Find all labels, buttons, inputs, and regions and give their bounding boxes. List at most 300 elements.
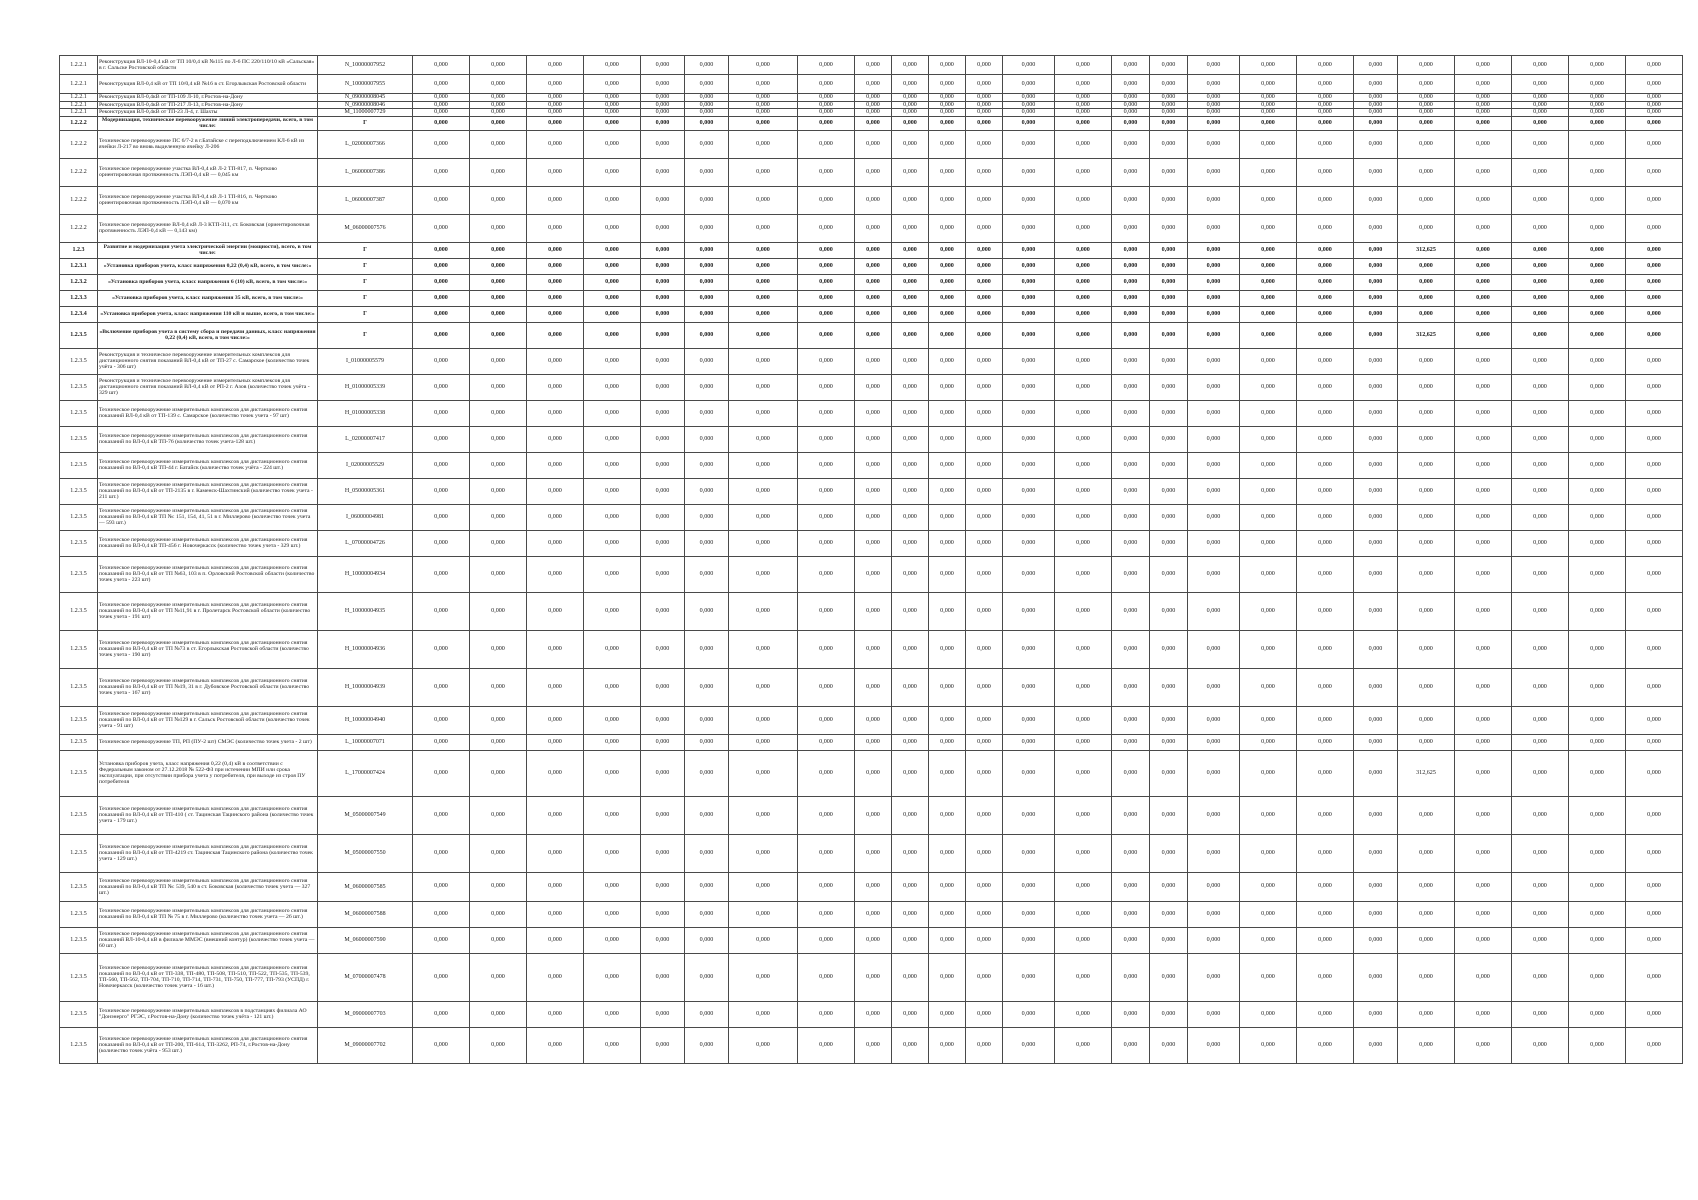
value-cell: 0,000 bbox=[527, 630, 584, 668]
value-cell: 0,000 bbox=[1240, 630, 1297, 668]
value-cell: 0,000 bbox=[1455, 274, 1512, 290]
value-cell: 0,000 bbox=[1055, 706, 1112, 734]
row-name-cell: Реконструкция ВЛ-10-0,4 кВ от ТП 10/0,4 кВ №115 по Л-6 ПС 220/110/10 кВ «Сальская» в г. Сальске Ростовской области bbox=[98, 56, 318, 75]
value-cell: 0,000 bbox=[527, 374, 584, 400]
value-cell: 0,000 bbox=[1512, 452, 1569, 478]
value-cell: 0,000 bbox=[470, 94, 527, 102]
value-cell: 0,000 bbox=[1626, 901, 1683, 927]
table-row bbox=[60, 592, 1698, 630]
value-cell: 0,000 bbox=[1569, 130, 1626, 158]
value-cell: 0,000 bbox=[1626, 706, 1683, 734]
value-cell: 0,000 bbox=[729, 214, 798, 242]
value-cell: 0,000 bbox=[470, 214, 527, 242]
value-cell: 0,000 bbox=[1188, 101, 1240, 109]
value-cell: 0,000 bbox=[892, 274, 929, 290]
value-cell: 0,000 bbox=[1003, 290, 1055, 306]
value-cell: 0,000 bbox=[470, 668, 527, 706]
row-name-cell: Техническое перевооружение измерительных комплексов для дистанционного снятия показаний по ВЛ-0,4 кВ от ТП-4219 ст. Тацинская Тацинского района (количество точек учета - 129 шт.) bbox=[98, 834, 318, 872]
row-code-cell: 1.2.3.5 bbox=[60, 530, 98, 556]
value-cell: 0,000 bbox=[1188, 478, 1240, 504]
value-cell: 0,000 bbox=[966, 258, 1003, 274]
value-cell: 0,000 bbox=[527, 75, 584, 94]
value-cell: 0,000 bbox=[1003, 750, 1055, 796]
row-name-cell: Модернизация, техническое перевооружение линий электропередачи, всего, в том числе: bbox=[98, 116, 318, 130]
value-cell: 0,000 bbox=[1569, 734, 1626, 750]
value-cell: 0,000 bbox=[1354, 290, 1398, 306]
value-cell: 0,000 bbox=[1003, 306, 1055, 322]
value-cell: 0,000 bbox=[798, 901, 855, 927]
value-cell: 0,000 bbox=[1398, 706, 1455, 734]
value-cell: 0,000 bbox=[1150, 706, 1188, 734]
value-cell: 0,000 bbox=[1626, 834, 1683, 872]
value-cell: 0,000 bbox=[929, 322, 966, 348]
value-cell: 0,000 bbox=[1354, 953, 1398, 1001]
value-cell: 0,000 bbox=[1150, 750, 1188, 796]
row-identifier-cell: M_09000007703 bbox=[318, 1001, 413, 1027]
value-cell: 0,000 bbox=[641, 1027, 685, 1063]
value-cell: 0,000 bbox=[470, 478, 527, 504]
value-cell: 0,000 bbox=[527, 901, 584, 927]
value-cell: 0,000 bbox=[892, 927, 929, 953]
value-cell: 0,000 bbox=[1626, 348, 1683, 374]
value-cell: 0,000 bbox=[1569, 872, 1626, 901]
value-cell: 0,000 bbox=[584, 901, 641, 927]
value-cell: 0,000 bbox=[413, 116, 470, 130]
row-identifier-cell: H_10000004935 bbox=[318, 592, 413, 630]
value-cell: 0,000 bbox=[1188, 109, 1240, 117]
value-cell: 0,000 bbox=[641, 242, 685, 258]
value-cell: 0,000 bbox=[685, 750, 729, 796]
value-cell: 0,000 bbox=[892, 630, 929, 668]
value-cell: 0,000 bbox=[1240, 953, 1297, 1001]
value-cell: 0,000 bbox=[1240, 109, 1297, 117]
value-cell: 0,000 bbox=[1003, 109, 1055, 117]
value-cell: 0,000 bbox=[1003, 630, 1055, 668]
value-cell: 0,000 bbox=[1297, 426, 1354, 452]
value-cell: 0,000 bbox=[1003, 214, 1055, 242]
value-cell: 0,000 bbox=[584, 478, 641, 504]
value-cell: 0,000 bbox=[1626, 630, 1683, 668]
value-cell: 0,000 bbox=[1455, 130, 1512, 158]
value-cell: 0,000 bbox=[966, 834, 1003, 872]
value-cell: 0,000 bbox=[685, 290, 729, 306]
value-cell: 0,000 bbox=[1569, 374, 1626, 400]
value-cell: 0,000 bbox=[1297, 116, 1354, 130]
value-cell: 0,000 bbox=[892, 130, 929, 158]
value-cell: 0,000 bbox=[729, 504, 798, 530]
value-cell: 0,000 bbox=[1055, 953, 1112, 1001]
value-cell: 0,000 bbox=[1150, 452, 1188, 478]
row-code-cell: 1.2.3.5 bbox=[60, 927, 98, 953]
value-cell: 0,000 bbox=[1398, 1027, 1455, 1063]
value-cell: 0,000 bbox=[584, 158, 641, 186]
value-cell: 0,000 bbox=[966, 214, 1003, 242]
value-cell: 0,000 bbox=[1512, 130, 1569, 158]
value-cell: 0,000 bbox=[1188, 130, 1240, 158]
table-row bbox=[60, 214, 1698, 242]
value-cell: 0,000 bbox=[527, 426, 584, 452]
value-cell: 0,000 bbox=[1398, 306, 1455, 322]
value-cell: 0,000 bbox=[685, 400, 729, 426]
table-row bbox=[60, 116, 1698, 130]
value-cell: 0,000 bbox=[1512, 901, 1569, 927]
value-cell: 0,000 bbox=[685, 426, 729, 452]
value-cell: 0,000 bbox=[855, 796, 892, 834]
table-row bbox=[60, 75, 1698, 94]
row-identifier-cell: Г bbox=[318, 242, 413, 258]
value-cell: 0,000 bbox=[1398, 834, 1455, 872]
value-cell: 0,000 bbox=[584, 242, 641, 258]
value-cell: 0,000 bbox=[1188, 242, 1240, 258]
value-cell: 0,000 bbox=[1512, 734, 1569, 750]
value-cell: 0,000 bbox=[1240, 130, 1297, 158]
value-cell: 0,000 bbox=[413, 374, 470, 400]
value-cell: 0,000 bbox=[413, 56, 470, 75]
value-cell: 0,000 bbox=[1626, 452, 1683, 478]
value-cell: 0,000 bbox=[1003, 56, 1055, 75]
value-cell: 0,000 bbox=[1188, 186, 1240, 214]
row-identifier-cell: I_06000004981 bbox=[318, 504, 413, 530]
value-cell: 0,000 bbox=[1398, 478, 1455, 504]
value-cell: 0,000 bbox=[798, 130, 855, 158]
value-cell: 0,000 bbox=[1297, 668, 1354, 706]
row-code-cell: 1.2.3.5 bbox=[60, 750, 98, 796]
value-cell: 0,000 bbox=[584, 214, 641, 242]
row-identifier-cell: L_02000007366 bbox=[318, 130, 413, 158]
value-cell: 0,000 bbox=[413, 290, 470, 306]
value-cell: 0,000 bbox=[1150, 872, 1188, 901]
value-cell: 0,000 bbox=[1297, 556, 1354, 592]
row-identifier-cell: M_05000007549 bbox=[318, 796, 413, 834]
value-cell: 0,000 bbox=[1003, 796, 1055, 834]
value-cell: 0,000 bbox=[470, 186, 527, 214]
value-cell: 0,000 bbox=[1455, 504, 1512, 530]
value-cell: 0,000 bbox=[1354, 426, 1398, 452]
value-cell: 0,000 bbox=[470, 426, 527, 452]
value-cell: 0,000 bbox=[1297, 452, 1354, 478]
value-cell: 0,000 bbox=[641, 530, 685, 556]
value-cell: 0,000 bbox=[641, 927, 685, 953]
value-cell: 0,000 bbox=[1626, 158, 1683, 186]
row-name-cell: Техническое перевооружение участка ВЛ-0,4 кВ Л-1 ТП-816, п. Чертково ориентировочная протяженность ЛЭП-0,4 кВ — 0,070 км bbox=[98, 186, 318, 214]
value-cell: 0,000 bbox=[1512, 1001, 1569, 1027]
value-cell: 0,000 bbox=[1150, 901, 1188, 927]
value-cell: 0,000 bbox=[729, 400, 798, 426]
value-cell: 0,000 bbox=[1003, 426, 1055, 452]
value-cell: 0,000 bbox=[855, 592, 892, 630]
value-cell: 0,000 bbox=[892, 504, 929, 530]
value-cell: 0,000 bbox=[1188, 630, 1240, 668]
value-cell: 0,000 bbox=[685, 186, 729, 214]
table-row bbox=[60, 556, 1698, 592]
value-cell: 0,000 bbox=[855, 374, 892, 400]
value-cell: 0,000 bbox=[1003, 872, 1055, 901]
value-cell: 0,000 bbox=[1512, 796, 1569, 834]
value-cell: 0,000 bbox=[470, 400, 527, 426]
value-cell: 0,000 bbox=[1112, 101, 1150, 109]
value-cell: 0,000 bbox=[685, 592, 729, 630]
value-cell: 0,000 bbox=[892, 56, 929, 75]
value-cell: 0,000 bbox=[1240, 158, 1297, 186]
value-cell: 0,000 bbox=[1354, 796, 1398, 834]
value-cell: 0,000 bbox=[1354, 75, 1398, 94]
row-code-cell: 1.2.3.5 bbox=[60, 374, 98, 400]
value-cell: 0,000 bbox=[413, 109, 470, 117]
value-cell: 0,000 bbox=[1150, 400, 1188, 426]
value-cell: 0,000 bbox=[1398, 556, 1455, 592]
value-cell: 0,000 bbox=[798, 796, 855, 834]
value-cell: 0,000 bbox=[1512, 348, 1569, 374]
value-cell: 0,000 bbox=[1626, 374, 1683, 400]
table-row bbox=[60, 706, 1698, 734]
value-cell: 0,000 bbox=[1398, 56, 1455, 75]
value-cell: 0,000 bbox=[1569, 706, 1626, 734]
value-cell: 0,000 bbox=[470, 306, 527, 322]
value-cell: 0,000 bbox=[1354, 927, 1398, 953]
value-cell: 0,000 bbox=[798, 750, 855, 796]
value-cell: 0,000 bbox=[1455, 242, 1512, 258]
value-cell: 0,000 bbox=[685, 872, 729, 901]
value-cell: 0,000 bbox=[685, 348, 729, 374]
value-cell: 0,000 bbox=[892, 101, 929, 109]
value-cell: 0,000 bbox=[527, 530, 584, 556]
value-cell: 0,000 bbox=[1569, 592, 1626, 630]
value-cell: 0,000 bbox=[1297, 348, 1354, 374]
value-cell: 0,000 bbox=[729, 348, 798, 374]
value-cell: 0,000 bbox=[798, 109, 855, 117]
value-cell: 0,000 bbox=[1398, 109, 1455, 117]
value-cell: 0,000 bbox=[1112, 1027, 1150, 1063]
value-cell: 0,000 bbox=[685, 274, 729, 290]
value-cell: 0,000 bbox=[1240, 592, 1297, 630]
value-cell: 0,000 bbox=[470, 556, 527, 592]
value-cell: 0,000 bbox=[1512, 556, 1569, 592]
value-cell: 0,000 bbox=[584, 927, 641, 953]
value-cell: 0,000 bbox=[892, 306, 929, 322]
row-name-cell: Техническое перевооружение измерительных комплексов для дистанционного снятия показаний по ВЛ-0,4 кВ ТП № 75 в г. Миллерово (количество точек учета — 26 шт.) bbox=[98, 901, 318, 927]
value-cell: 0,000 bbox=[685, 130, 729, 158]
value-cell: 0,000 bbox=[685, 556, 729, 592]
value-cell: 0,000 bbox=[1354, 56, 1398, 75]
value-cell: 0,000 bbox=[966, 242, 1003, 258]
value-cell: 0,000 bbox=[1455, 348, 1512, 374]
value-cell: 0,000 bbox=[1150, 348, 1188, 374]
value-cell: 0,000 bbox=[855, 400, 892, 426]
value-cell: 0,000 bbox=[929, 348, 966, 374]
value-cell: 0,000 bbox=[413, 953, 470, 1001]
value-cell: 0,000 bbox=[855, 734, 892, 750]
value-cell: 0,000 bbox=[855, 158, 892, 186]
value-cell: 0,000 bbox=[1512, 306, 1569, 322]
value-cell: 0,000 bbox=[413, 478, 470, 504]
value-cell: 0,000 bbox=[413, 348, 470, 374]
value-cell: 0,000 bbox=[855, 556, 892, 592]
value-cell: 0,000 bbox=[1240, 214, 1297, 242]
row-name-cell: Техническое перевооружение измерительных комплексов для дистанционного снятия показаний по ВЛ-0,4 кВ от ТП-410 ( ст. Тацинская Тацинского района (количество точек учета - 179 шт.) bbox=[98, 796, 318, 834]
value-cell: 0,000 bbox=[1569, 290, 1626, 306]
value-cell: 0,000 bbox=[966, 630, 1003, 668]
value-cell: 0,000 bbox=[1297, 872, 1354, 901]
value-cell: 0,000 bbox=[641, 556, 685, 592]
value-cell: 0,000 bbox=[1512, 214, 1569, 242]
value-cell: 0,000 bbox=[685, 478, 729, 504]
value-cell: 0,000 bbox=[798, 94, 855, 102]
table-row bbox=[60, 186, 1698, 214]
value-cell: 0,000 bbox=[1055, 158, 1112, 186]
table-row bbox=[60, 734, 1698, 750]
value-cell: 0,000 bbox=[1055, 834, 1112, 872]
value-cell: 0,000 bbox=[1150, 116, 1188, 130]
value-cell: 0,000 bbox=[1455, 258, 1512, 274]
value-cell: 0,000 bbox=[892, 348, 929, 374]
value-cell: 0,000 bbox=[1297, 530, 1354, 556]
value-cell: 0,000 bbox=[685, 630, 729, 668]
row-name-cell: Реконструкция и техническое перевооружение измерительных комплексов для дистанционного снятия показаний ВЛ-0,4 кВ от ТП-27 с. Самарское (количество точек учёта - 306 шт) bbox=[98, 348, 318, 374]
value-cell: 0,000 bbox=[1626, 872, 1683, 901]
value-cell: 0,000 bbox=[798, 478, 855, 504]
value-cell: 0,000 bbox=[1398, 348, 1455, 374]
row-name-cell: Техническое перевооружение измерительных комплексов для дистанционного снятия показаний ВЛ-0,4 кВ от ТП-139 с. Самарское (количество точек учета - 97 шт) bbox=[98, 400, 318, 426]
value-cell: 0,000 bbox=[1512, 56, 1569, 75]
row-identifier-cell: L_07000004726 bbox=[318, 530, 413, 556]
table-row bbox=[60, 258, 1698, 274]
value-cell: 0,000 bbox=[641, 504, 685, 530]
value-cell: 0,000 bbox=[855, 452, 892, 478]
value-cell: 0,000 bbox=[413, 750, 470, 796]
value-cell: 0,000 bbox=[641, 290, 685, 306]
value-cell: 0,000 bbox=[929, 901, 966, 927]
value-cell: 0,000 bbox=[413, 927, 470, 953]
value-cell: 0,000 bbox=[584, 258, 641, 274]
value-cell: 0,000 bbox=[1569, 94, 1626, 102]
value-cell: 0,000 bbox=[1297, 1001, 1354, 1027]
value-cell: 0,000 bbox=[929, 796, 966, 834]
value-cell: 0,000 bbox=[1055, 592, 1112, 630]
value-cell: 0,000 bbox=[1188, 158, 1240, 186]
value-cell: 0,000 bbox=[584, 116, 641, 130]
value-cell: 0,000 bbox=[1150, 101, 1188, 109]
value-cell: 0,000 bbox=[1240, 348, 1297, 374]
value-cell: 0,000 bbox=[1297, 274, 1354, 290]
table-row bbox=[60, 901, 1698, 927]
table-row bbox=[60, 872, 1698, 901]
value-cell: 0,000 bbox=[527, 116, 584, 130]
value-cell: 0,000 bbox=[1055, 374, 1112, 400]
value-cell: 0,000 bbox=[1354, 214, 1398, 242]
value-cell: 0,000 bbox=[929, 400, 966, 426]
value-cell: 0,000 bbox=[470, 101, 527, 109]
value-cell: 0,000 bbox=[641, 348, 685, 374]
value-cell: 0,000 bbox=[798, 186, 855, 214]
value-cell: 0,000 bbox=[892, 872, 929, 901]
value-cell: 0,000 bbox=[929, 750, 966, 796]
row-name-cell: Техническое перевооружение участка ВЛ-0,4 кВ Л-2 ТП-817, п. Чертково ориентировочная протяженность ЛЭП-0,4 кВ — 0,045 км bbox=[98, 158, 318, 186]
value-cell: 0,000 bbox=[892, 668, 929, 706]
value-cell: 0,000 bbox=[584, 274, 641, 290]
value-cell: 0,000 bbox=[1354, 734, 1398, 750]
value-cell: 0,000 bbox=[1512, 158, 1569, 186]
value-cell: 0,000 bbox=[1297, 290, 1354, 306]
value-cell: 0,000 bbox=[413, 901, 470, 927]
row-code-cell: 1.2.3.5 bbox=[60, 734, 98, 750]
value-cell: 0,000 bbox=[641, 750, 685, 796]
row-code-cell: 1.2.3.5 bbox=[60, 796, 98, 834]
row-identifier-cell: H_05000005361 bbox=[318, 478, 413, 504]
value-cell: 0,000 bbox=[929, 668, 966, 706]
value-cell: 0,000 bbox=[1626, 186, 1683, 214]
row-identifier-cell: Г bbox=[318, 274, 413, 290]
value-cell: 0,000 bbox=[685, 530, 729, 556]
value-cell: 0,000 bbox=[584, 796, 641, 834]
value-cell: 0,000 bbox=[1297, 374, 1354, 400]
value-cell: 0,000 bbox=[1112, 109, 1150, 117]
value-cell: 0,000 bbox=[729, 592, 798, 630]
row-identifier-cell: Г bbox=[318, 258, 413, 274]
table-row bbox=[60, 374, 1698, 400]
value-cell: 0,000 bbox=[1055, 130, 1112, 158]
value-cell: 0,000 bbox=[1626, 290, 1683, 306]
value-cell: 0,000 bbox=[1626, 504, 1683, 530]
value-cell: 0,000 bbox=[1512, 374, 1569, 400]
value-cell: 0,000 bbox=[855, 258, 892, 274]
value-cell: 0,000 bbox=[1626, 734, 1683, 750]
value-cell: 0,000 bbox=[1150, 374, 1188, 400]
value-cell: 0,000 bbox=[1455, 101, 1512, 109]
value-cell: 0,000 bbox=[1240, 258, 1297, 274]
value-cell: 0,000 bbox=[1398, 872, 1455, 901]
value-cell: 0,000 bbox=[966, 290, 1003, 306]
value-cell: 0,000 bbox=[1354, 1001, 1398, 1027]
row-code-cell: 1.2.2.2 bbox=[60, 130, 98, 158]
value-cell: 0,000 bbox=[729, 1027, 798, 1063]
value-cell: 0,000 bbox=[1297, 834, 1354, 872]
value-cell: 0,000 bbox=[470, 834, 527, 872]
value-cell: 0,000 bbox=[685, 1001, 729, 1027]
value-cell: 0,000 bbox=[1354, 258, 1398, 274]
value-cell: 0,000 bbox=[855, 426, 892, 452]
row-code-cell: 1.2.2.1 bbox=[60, 101, 98, 109]
value-cell: 0,000 bbox=[1240, 1027, 1297, 1063]
value-cell: 0,000 bbox=[966, 927, 1003, 953]
value-cell: 0,000 bbox=[470, 1001, 527, 1027]
value-cell: 0,000 bbox=[1626, 56, 1683, 75]
row-identifier-cell: Г bbox=[318, 322, 413, 348]
value-cell: 0,000 bbox=[1055, 101, 1112, 109]
value-cell: 0,000 bbox=[584, 750, 641, 796]
value-cell: 0,000 bbox=[1150, 592, 1188, 630]
row-name-cell: Техническое перевооружение ВЛ-0,4 кВ Л-3 КТП-311, ст. Боковская (ориентировочная протяженность ЛЭП-0,4 кВ — 0,143 км) bbox=[98, 214, 318, 242]
value-cell: 0,000 bbox=[1112, 374, 1150, 400]
table-row bbox=[60, 668, 1698, 706]
value-cell: 0,000 bbox=[1297, 186, 1354, 214]
value-cell: 0,000 bbox=[1150, 258, 1188, 274]
value-cell: 0,000 bbox=[892, 953, 929, 1001]
value-cell: 0,000 bbox=[1150, 56, 1188, 75]
value-cell: 0,000 bbox=[798, 214, 855, 242]
value-cell: 0,000 bbox=[1003, 101, 1055, 109]
value-cell: 0,000 bbox=[929, 556, 966, 592]
value-cell: 0,000 bbox=[584, 504, 641, 530]
value-cell: 0,000 bbox=[584, 452, 641, 478]
value-cell: 0,000 bbox=[1150, 927, 1188, 953]
value-cell: 0,000 bbox=[1297, 56, 1354, 75]
value-cell: 0,000 bbox=[1354, 374, 1398, 400]
row-name-cell: Техническое перевооружение измерительных комплексов для дистанционного снятия показаний по ВЛ-0,4 кВ ТП-76 (количество точек учета-128 шт.) bbox=[98, 426, 318, 452]
value-cell: 0,000 bbox=[1150, 1027, 1188, 1063]
value-cell: 0,000 bbox=[966, 901, 1003, 927]
value-cell: 0,000 bbox=[1112, 75, 1150, 94]
value-cell: 0,000 bbox=[1240, 322, 1297, 348]
